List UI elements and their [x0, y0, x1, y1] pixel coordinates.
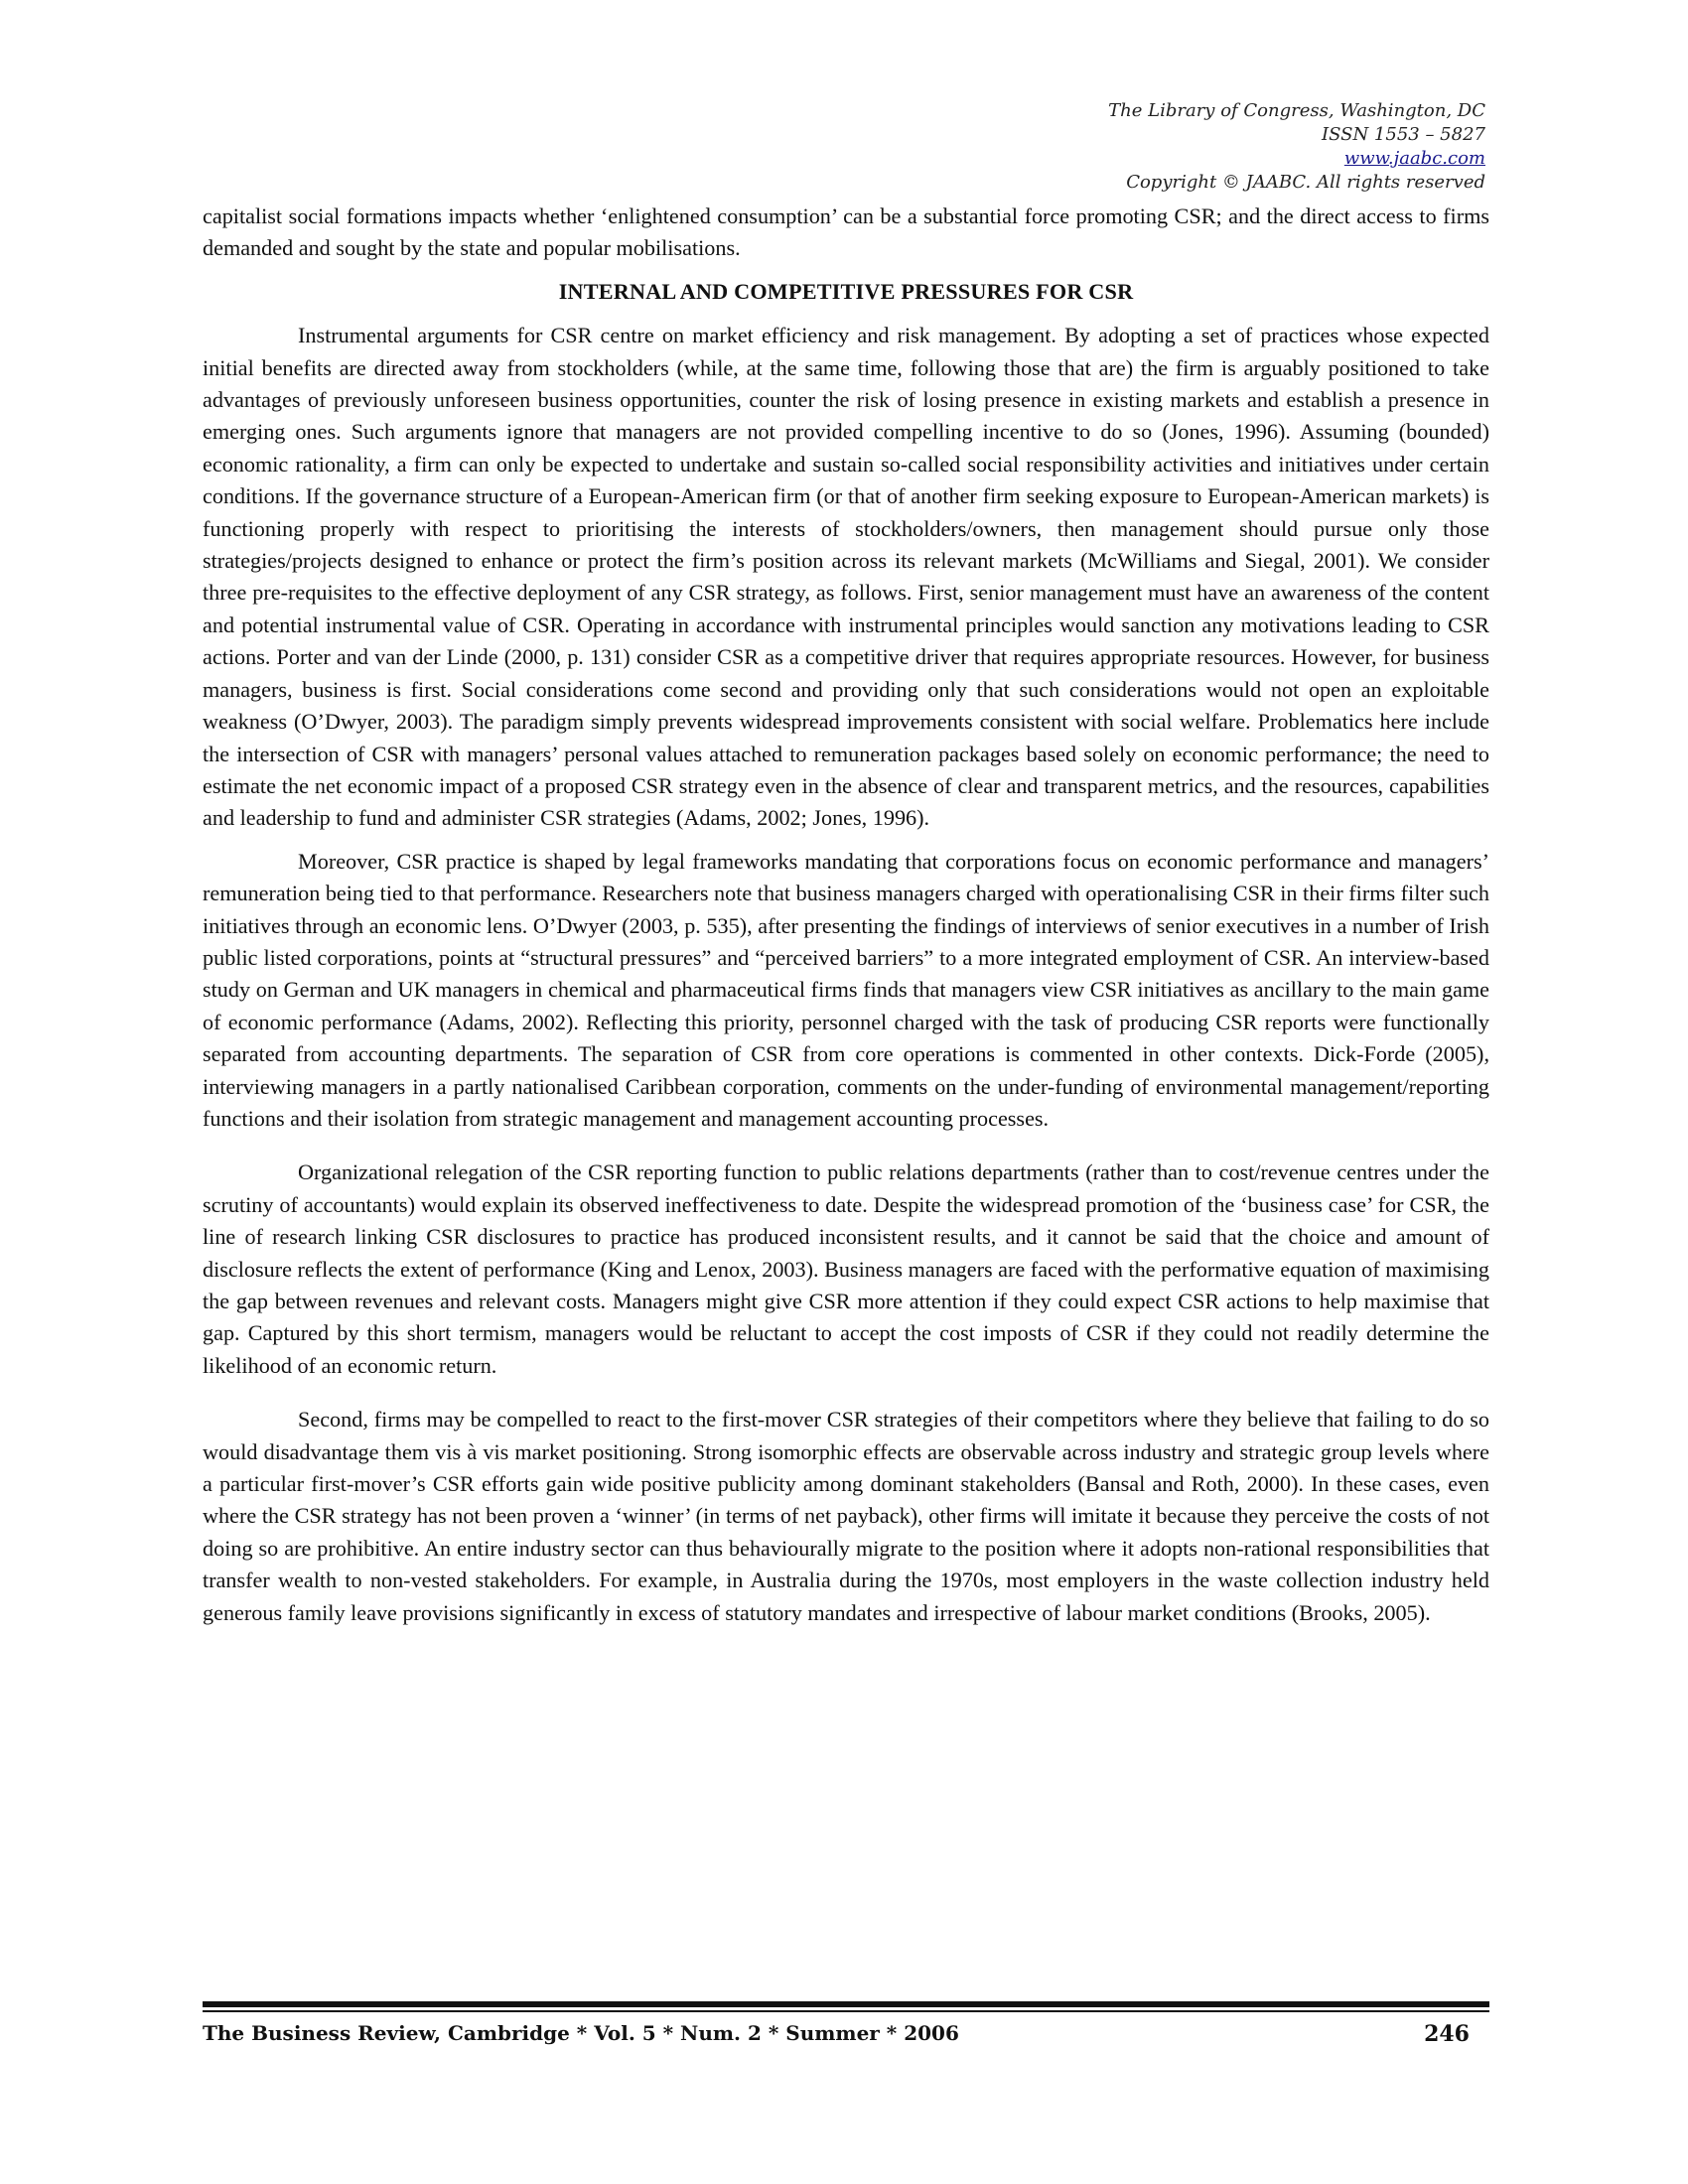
paragraph-legal-frameworks: Moreover, CSR practice is shaped by legal frameworks mandating that corporations focus on economic performance and managers’ remuneration being tied to that performance. Researchers note that business managers charged with operationalising CSR in their firms filter such initiatives through an economic lens. O’Dwyer (2003, p. 535), after presenting the findings of interviews of senior executives in a number of Irish public listed corporations, points at “structural pressures” and “perceived barriers” to a more integrated employment of CSR. An interview-based study on German and UK managers in chemical and pharmaceutical firms finds that managers view CSR initiatives as ancillary to the main game of economic performance (Adams, 2002). Reflecting this priority, personnel charged with the task of producing CSR reports were functionally separated from accounting departments. The separation of CSR from core operations is commented in other contexts. Dick-Forde (2005), interviewing managers in a partly nationalised Caribbean corporation, comments on the under-funding of environmental management/reporting functions and their isolation from strategic management and management accounting processes. [203, 848, 1489, 1131]
footer-divider-thin [203, 2010, 1489, 2012]
journal-header [790, 99, 1485, 195]
page-number: 246 [1424, 2021, 1470, 2047]
header-website-link[interactable]: www.jaabc.com [1343, 148, 1485, 169]
footer-divider-thick [203, 2001, 1489, 2007]
paragraph-first-mover: Second, firms may be compelled to react to the first-mover CSR strategies of their competitors where they believe that failing to do so would disadvantage them vis à vis market positioning. Strong isomorphic effects are observable across industry and strategic group levels where a particular first-mover’s CSR efforts gain wide positive publicity among dominant stakeholders (Bansal and Roth, 2000). In these cases, even where the CSR strategy has not been proven a ‘winner’ (in terms of net payback), other firms will imitate it because they perceive the costs of not doing so are prohibitive. An entire industry sector can thus behaviourally migrate to the position where it adopts non-rational responsibilities that transfer wealth to non-vested stakeholders. For example, in Australia during the 1970s, most employers in the waste collection industry held generous family leave provisions significantly in excess of statutory mandates and irrespective of labour market conditions (Brooks, 2005). [203, 1407, 1489, 1625]
section-heading: INTERNAL AND COMPETITIVE PRESSURES FOR CSR [558, 278, 1134, 304]
paragraph-instrumental-arguments: Instrumental arguments for CSR centre on market efficiency and risk management. By adopting a set of practices whose expected initial benefits are directed away from stockholders (while, at the same time, following those that are) the firm is arguably positioned to take advantages of previously unforeseen business opportunities, counter the risk of losing presence in existing markets and establish a presence in emerging ones. Such arguments ignore that managers are not provided compelling incentive to do so (Jones, 1996). Assuming (bounded) economic rationality, a firm can only be expected to undertake and sustain so-called social responsibility activities and initiatives under certain conditions. If the governance structure of a European-American firm (or that of another firm seeking exposure to European-American markets) is functioning properly with respect to prioritising the interests of stockholders/owners, then management should pursue only those strategies/projects designed to enhance or protect the firm’s position across its relevant markets (McWilliams and Siegal, 2001). We consider three pre-requisites to the effective deployment of any CSR strategy, as follows. First, senior management must have an awareness of the content and potential instrumental value of CSR. Operating in accordance with instrumental principles would sanction any motivations leading to CSR actions. Porter and van der Linde (2000, p. 131) consider CSR as a competitive driver that requires appropriate resources. However, for business managers, business is first. Social considerations come second and providing only that such considerations would not open an exploitable weakness (O’Dwyer, 2003). The paradigm simply prevents widespread improvements consistent with social welfare. Problematics here include the intersection of CSR with managers’ personal values attached to remuneration packages based solely on economic performance; the need to estimate the net economic impact of a proposed CSR strategy even in the absence of clear and transparent metrics, and the resources, capabilities and leadership to fund and administer CSR strategies (Adams, 2002; Jones, 1996). [203, 323, 1489, 831]
header-issn-line: ISSN 1553 – 5827 [1322, 124, 1485, 145]
article-body [203, 201, 1489, 1640]
header-library-line: The Library of Congress, Washington, DC [1108, 100, 1485, 121]
paragraph-continued: capitalist social formations impacts whether ‘enlightened consumption’ can be a substantial force promoting CSR; and the direct access to firms demanded and sought by the state and popular mobilisations. [203, 204, 1489, 261]
paragraph-organizational-relegation: Organizational relegation of the CSR reporting function to public relations departments (rather than to cost/revenue centres under the scrutiny of accountants) would explain its observed ineffectiveness to date. Despite the widespread promotion of the ‘business case’ for CSR, the line of research linking CSR disclosures to practice has produced inconsistent results, and it cannot be said that the choice and amount of disclosure reflects the extent of performance (King and Lenox, 2003). Business managers are faced with the performative equation of maximising the gap between revenues and relevant costs. Managers might give CSR more attention if they could expect CSR actions to help maximise that gap. Captured by this short termism, managers would be reluctant to accept the cost imposts of CSR if they could not readily determine the likelihood of an economic return. [203, 1160, 1489, 1378]
footer-journal-citation: The Business Review, Cambridge * Vol. 5 * Num. 2 * Summer * 2006 [203, 2021, 959, 2045]
page-footer [203, 2021, 1489, 2053]
header-copyright-line: Copyright © JAABC. All rights reserved [1126, 172, 1485, 193]
